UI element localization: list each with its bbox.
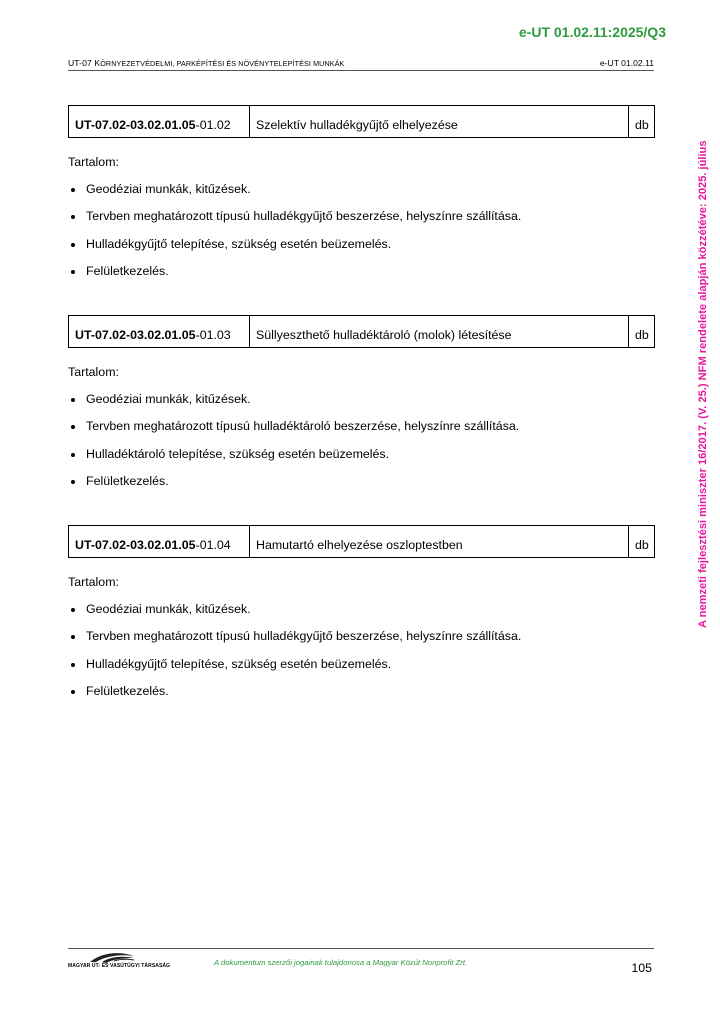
item-title-cell: Hamutartó elhelyezése oszloptestben bbox=[250, 526, 629, 557]
list-item: Hulladéktároló telepítése, szükség esetén beüzemelés. bbox=[68, 447, 519, 474]
list-item: Hulladékgyűjtő telepítése, szükség esetén beüzemelés. bbox=[68, 237, 521, 264]
header-divider bbox=[68, 70, 654, 71]
list-item: Felületkezelés. bbox=[68, 474, 519, 501]
copyright-notice: A dokumentum szerzői jogainak tulajdonosa a Magyar Közút Nonprofit Zrt. bbox=[214, 958, 468, 967]
item-unit-cell: db bbox=[635, 118, 649, 132]
list-item: Felületkezelés. bbox=[68, 264, 521, 291]
item-code-bold: UT-07.02-03.02.01.05 bbox=[75, 328, 196, 342]
item-unit-cell: db bbox=[635, 328, 649, 342]
list-item: Hulladékgyűjtő telepítése, szükség esetén beüzemelés. bbox=[68, 657, 521, 684]
item-header-table bbox=[68, 315, 655, 348]
list-item: Tervben meghatározott típusú hulladékgyűjtő beszerzése, helyszínre szállítása. bbox=[68, 629, 521, 656]
content-label: Tartalom: bbox=[68, 365, 119, 379]
page-number: 105 bbox=[631, 961, 652, 975]
item-code-cell bbox=[69, 526, 250, 557]
item-header-table bbox=[68, 105, 655, 138]
content-list bbox=[68, 182, 521, 291]
list-item: Geodéziai munkák, kitűzések. bbox=[68, 392, 519, 419]
list-item: Geodéziai munkák, kitűzések. bbox=[68, 602, 521, 629]
item-code-bold: UT-07.02-03.02.01.05 bbox=[75, 118, 196, 132]
content-label: Tartalom: bbox=[68, 575, 119, 589]
list-item: Tervben meghatározott típusú hulladéktároló beszerzése, helyszínre szállítása. bbox=[68, 419, 519, 446]
list-item: Tervben meghatározott típusú hulladékgyűjtő beszerzése, helyszínre szállítása. bbox=[68, 209, 521, 236]
footer-divider bbox=[68, 948, 654, 949]
header-section-prefix: UT-07 K bbox=[68, 58, 101, 68]
item-title-cell: Szelektív hulladékgyűjtő elhelyezése bbox=[250, 106, 629, 137]
document-code: e-UT 01.02.11:2025/Q3 bbox=[518, 24, 666, 40]
item-code-cell bbox=[69, 106, 250, 137]
item-unit-cell: db bbox=[635, 538, 649, 552]
item-header-table bbox=[68, 525, 655, 558]
list-item: Felületkezelés. bbox=[68, 684, 521, 711]
company-logo-text: MAGYAR ÚT- ÉS VASÚTÜGYI TÁRSASÁG bbox=[68, 963, 171, 969]
item-code-cell bbox=[69, 316, 250, 347]
content-label: Tartalom: bbox=[68, 155, 119, 169]
item-code-bold: UT-07.02-03.02.01.05 bbox=[75, 538, 196, 552]
item-title-cell: Süllyeszthető hulladéktároló (molok) létesítése bbox=[250, 316, 629, 347]
list-item: Geodéziai munkák, kitűzések. bbox=[68, 182, 521, 209]
header-section-title bbox=[68, 58, 344, 68]
side-publication-note-text: A nemzeti fejlesztési miniszter 16/2017. (V. 25.) NFM rendelete alapján közzétéve: 2025. július bbox=[697, 140, 709, 628]
side-publication-note bbox=[685, 96, 709, 628]
content-list bbox=[68, 602, 521, 711]
header-section-rest: ÖRNYEZETVÉDELMI, PARKÉPÍTÉSI ÉS NÖVÉNYTELEPÍTÉSI MUNKÁK bbox=[100, 59, 345, 68]
item-code-suffix: -01.03 bbox=[195, 328, 231, 342]
header-standard-id: e-UT 01.02.11 bbox=[599, 58, 654, 68]
item-code-suffix: -01.02 bbox=[195, 118, 231, 132]
content-list bbox=[68, 392, 519, 501]
item-code-suffix: -01.04 bbox=[195, 538, 231, 552]
